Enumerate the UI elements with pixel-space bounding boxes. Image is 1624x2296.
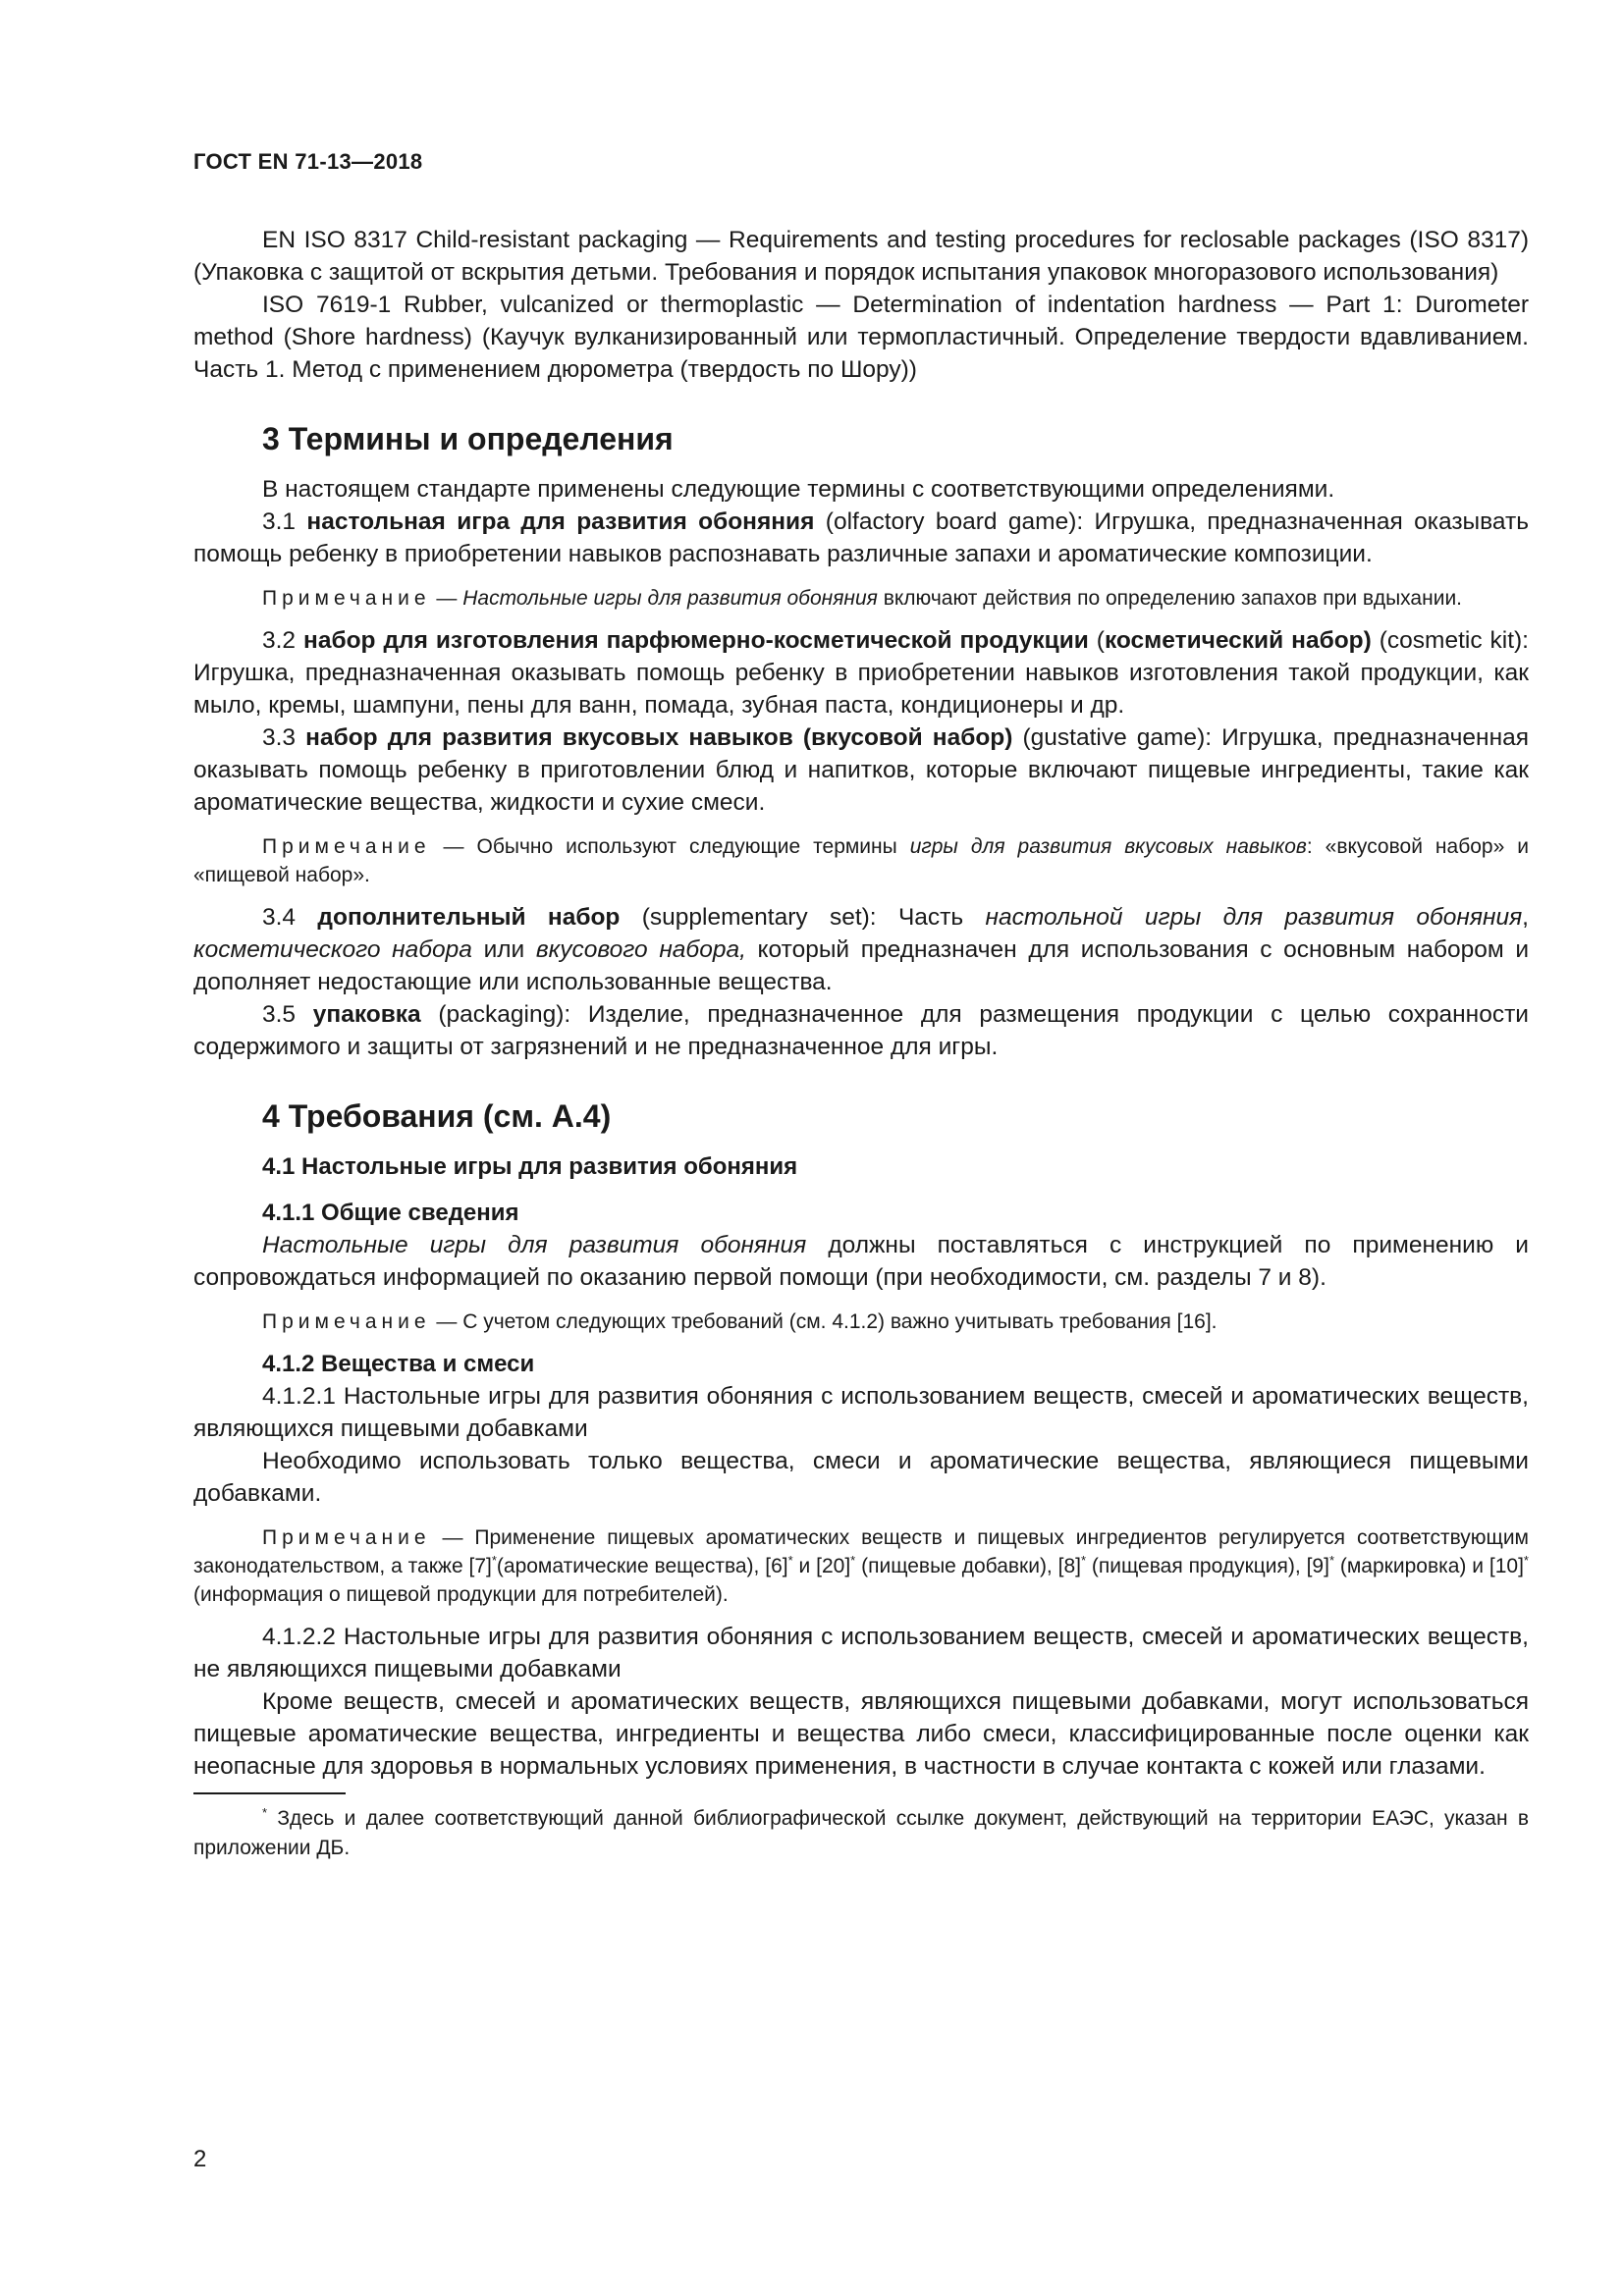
paragraph-4-1-2-1-body: Необходимо использовать только вещества, смеси и ароматические вещества, являющиеся пищевыми добавками. <box>193 1448 1529 1507</box>
note-1: Примечание — Настольные игры для развития обоняния включают действия по определению запахов при вдыхании. <box>262 587 1463 610</box>
reference-iso-8317: EN ISO 8317 Child-resistant packaging — Requirements and testing procedures for reclosable packages (ISO 8317) (Упаковка с защитой от вскрытия детьми. Требования и порядок испытания упаковок многоразового использования) <box>193 227 1529 286</box>
term-3-4: 3.4 дополнительный набор (supplementary set): Часть настольной игры для развития обоняния, косметического набора или вкусового набора, который предназначен для использования с основным набором и дополняет недостающие или использованные вещества. <box>193 904 1530 995</box>
subsection-4-1-title: 4.1 Настольные игры для развития обоняния <box>262 1153 798 1180</box>
term-3-3: 3.3 набор для развития вкусовых навыков (вкусовой набор) (gustative game): Игрушка, предназначенная оказывать помощь ребенку в приготовлении блюд и напитков, которые включают пищевые ингредиенты, такие как ароматические вещества, жидкости и сухие смеси. <box>193 724 1530 816</box>
document-header: ГОСТ EN 71-13—2018 <box>193 149 423 174</box>
paragraph-4-1-2-2-body: Кроме веществ, смесей и ароматических веществ, являющихся пищевыми добавками, могут использоваться пищевые ароматические вещества, ингредиенты и вещества либо смеси, классифицированные после оценки как неопасные для здоровья в нормальных условиях применения, в частности в случае контакта с кожей или глазами. <box>193 1688 1529 1780</box>
document-body <box>193 224 1529 1863</box>
note-3: Примечание — С учетом следующих требований (см. 4.1.2) важно учитывать требования [16]. <box>262 1310 1218 1333</box>
paragraph-4-1-1: Настольные игры для развития обоняния должны поставляться с инструкцией по применению и сопровождаться информацией по оказанию первой помощи (при необходимости, см. разделы 7 и 8). <box>193 1232 1529 1291</box>
section-3-intro: В настоящем стандарте применены следующие термины с соответствующими определениями. <box>262 476 1335 503</box>
note-2: Примечание — Обычно используют следующие термины игры для развития вкусовых навыков: «вкусовой набор» и «пищевой набор». <box>193 835 1529 886</box>
footnote: * Здесь и далее соответствующий данной библиографической ссылке документ, действующий на территории ЕАЭС, указан в приложении ДБ. <box>193 1805 1529 1859</box>
term-3-2: 3.2 набор для изготовления парфюмерно-косметической продукции (косметический набор) (cosmetic kit): Игрушка, предназначенная оказывать помощь ребенку в приобретении навыков изготовления такой продукции, как мыло, кремы, шампуни, пены для ванн, помада, зубная паста, кондиционеры и др. <box>193 627 1529 719</box>
subsection-4-1-2-title: 4.1.2 Вещества и смеси <box>262 1351 535 1377</box>
footnote-separator <box>193 1792 346 1794</box>
page-number: 2 <box>193 2146 207 2172</box>
section-4-title: 4 Требования (см. А.4) <box>262 1098 612 1134</box>
reference-iso-7619: ISO 7619-1 Rubber, vulcanized or thermoplastic — Determination of indentation hardness — Part 1: Durometer method (Shore hardness) (Каучук вулканизированный или термопластичный. Определение твердости вдавливанием. Часть 1. Метод с применением дюрометра (твердость по Шору)) <box>193 292 1529 383</box>
section-3-title: 3 Термины и определения <box>262 421 674 456</box>
paragraph-4-1-2-2: 4.1.2.2 Настольные игры для развития обоняния с использованием веществ, смесей и ароматических веществ, не являющихся пищевыми добавками <box>193 1624 1529 1682</box>
note-4: Примечание — Применение пищевых ароматических веществ и пищевых ингредиентов регулируется соответствующим законодательством, а также [7]*(ароматические вещества), [6]* и [20]* (пищевые добавки), [8]* (пищевая продукция), [9]* (маркировка) и [10]* (информация о пищевой продукции для потребителей). <box>193 1526 1529 1606</box>
term-3-5: 3.5 упаковка (packaging): Изделие, предназначенное для размещения продукции с целью сохранности содержимого и защиты от загрязнений и не предназначенное для игры. <box>193 1001 1529 1060</box>
subsection-4-1-1-title: 4.1.1 Общие сведения <box>262 1200 519 1226</box>
term-3-1: 3.1 настольная игра для развития обоняния (olfactory board game): Игрушка, предназначенная оказывать помощь ребенку в приобретении навыков распознавать различные запахи и ароматические композиции. <box>193 508 1529 567</box>
paragraph-4-1-2-1: 4.1.2.1 Настольные игры для развития обоняния с использованием веществ, смесей и ароматических веществ, являющихся пищевыми добавками <box>193 1383 1529 1442</box>
